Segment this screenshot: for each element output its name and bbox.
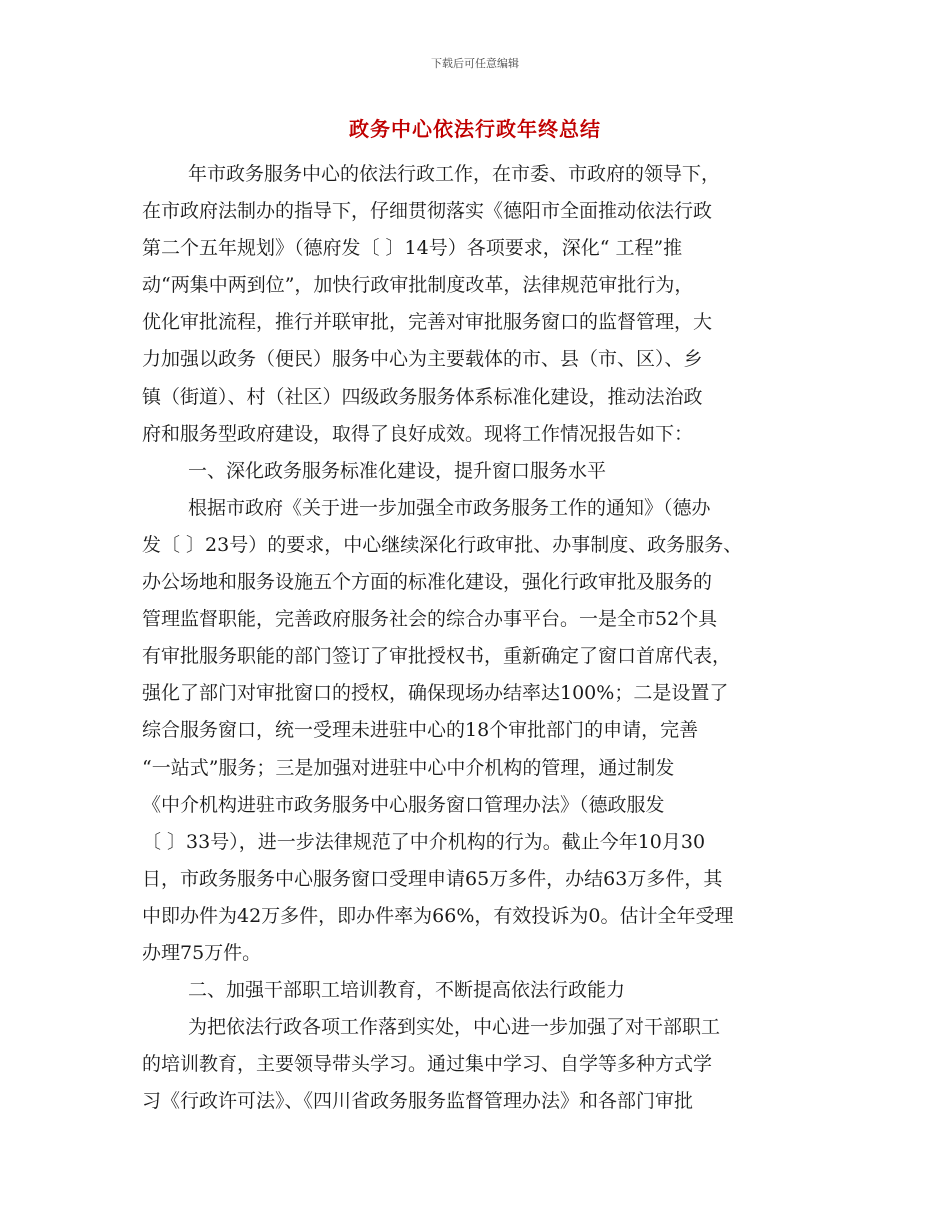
- body-line: 在市政府法制办的指导下，仔细贯彻落实《德阳市全面推动依法行政: [142, 200, 713, 223]
- body-line: 一、深化政务服务标准化建设，提升窗口服务水平: [188, 459, 607, 482]
- body-line: 日，市政务服务中心服务窗口受理申请65万多件，办结63万多件，其: [142, 867, 723, 890]
- body-line: 有审批服务职能的部门签订了审批授权书，重新确定了窗口首席代表，: [142, 645, 732, 668]
- document-title: 政务中心依法行政年终总结: [349, 117, 601, 141]
- body-line: 《中介机构进驻市政务服务中心服务窗口管理办法》（德政服发: [142, 793, 665, 816]
- body-line: 年市政务服务中心的依法行政工作，在市委、市政府的领导下，: [188, 163, 721, 185]
- body-line: 为把依法行政各项工作落到实处，中心进一步加强了对干部职工: [188, 1016, 721, 1039]
- document-body: [142, 156, 822, 1120]
- body-line: 动“两集中两到位”，加快行政审批制度改革，法律规范审批行为，: [142, 274, 694, 297]
- body-line: “一站式”服务；三是加强对进驻中心中介机构的管理，通过制发: [142, 756, 675, 779]
- body-line: 二、加强干部职工培训教育，不断提高依法行政能力: [188, 979, 626, 1002]
- body-line: 〔 〕33号），进一步法律规范了中介机构的行为。截止今年10月30: [142, 830, 706, 853]
- body-line: 办公场地和服务设施五个方面的标准化建设，强化行政审批及服务的: [142, 571, 713, 594]
- body-line: 镇（街道）、村（社区）四级政务服务体系标准化建设，推动法治政: [142, 385, 703, 408]
- body-line: 府和服务型政府建设，取得了良好成效。现将工作情况报告如下：: [142, 422, 694, 445]
- body-line: 中即办件为42万多件，即办件率为66%，有效投诉为0。估计全年受理: [142, 904, 734, 927]
- page-header-note: 下载后可任意编辑: [431, 57, 519, 70]
- body-line: 习《行政许可法》、《四川省政务服务监督管理办法》和各部门审批: [142, 1090, 694, 1113]
- body-line: 强化了部门对审批窗口的授权，确保现场办结率达100%；二是设置了: [142, 682, 729, 705]
- body-line: 第二个五年规划》（德府发〔 〕14号）各项要求，深化“ 工程”推: [142, 237, 683, 260]
- body-line: 综合服务窗口，统一受理未进驻中心的18个审批部门的申请，完善: [142, 719, 699, 742]
- body-line: 力加强以政务（便民）服务中心为主要载体的市、县（市、区）、乡: [142, 348, 703, 371]
- body-line: 发〔 〕23号）的要求，中心继续深化行政审批、办事制度、政务服务、: [142, 533, 743, 556]
- body-line: 优化审批流程，推行并联审批，完善对审批服务窗口的监督管理，大: [142, 311, 713, 334]
- body-line: 管理监督职能，完善政府服务社会的综合办事平台。一是全市52个具: [142, 608, 718, 631]
- body-line: 的培训教育，主要领导带头学习。通过集中学习、自学等多种方式学: [142, 1053, 713, 1076]
- body-line: 根据市政府《关于进一步加强全市政务服务工作的通知》（德办: [188, 496, 711, 519]
- body-line: 办理75万件。: [142, 941, 262, 964]
